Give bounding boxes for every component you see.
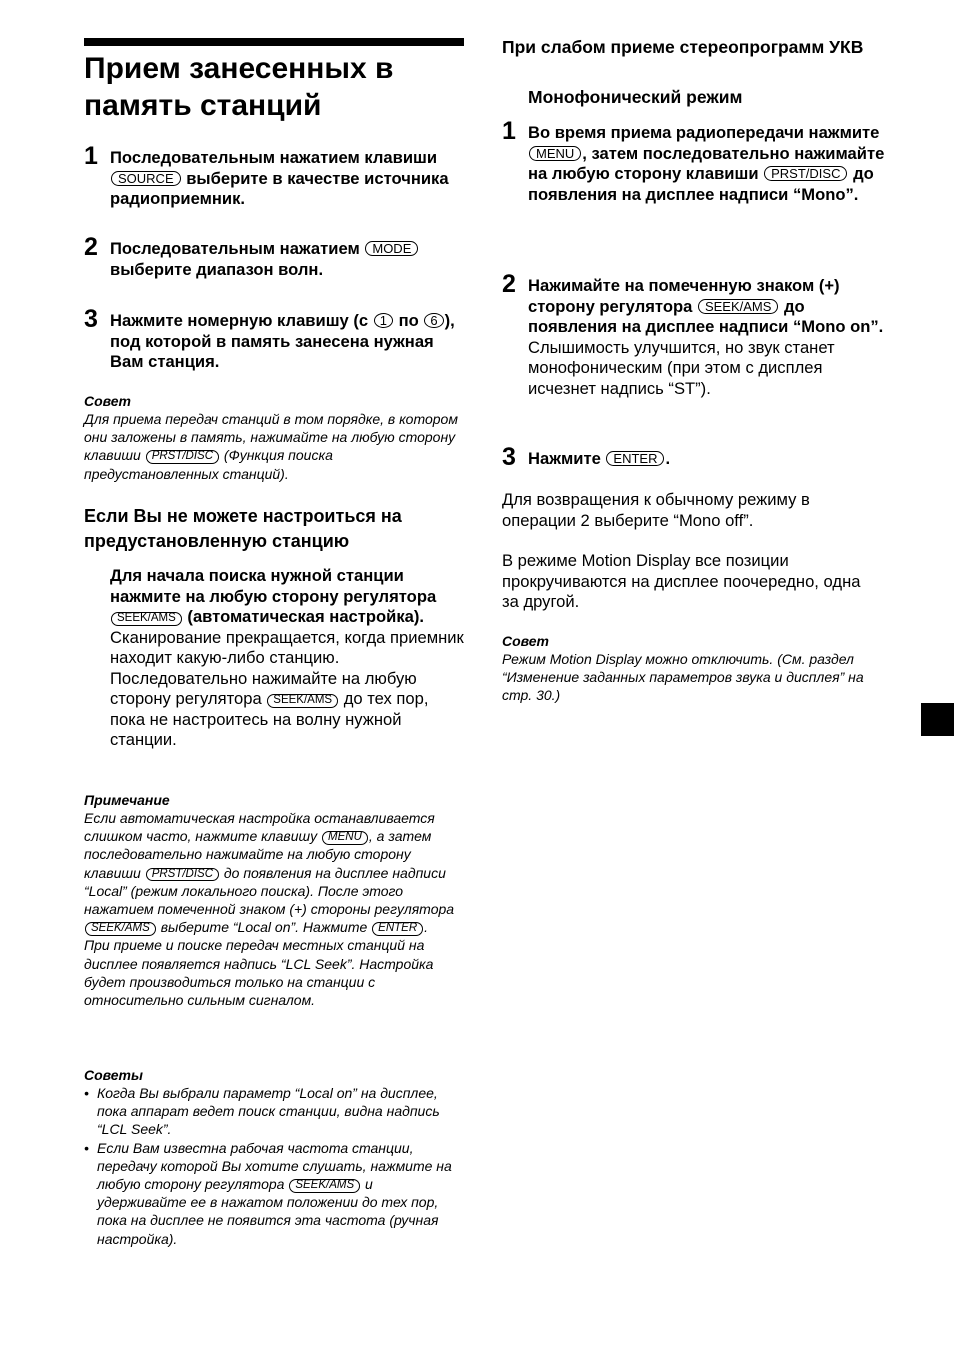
tip-text: Для приема передач станций в том порядке, в котором они заложены в память, нажимайте на любую сторону клавиши PRST/DISC (Функция поиска предустановленных станций). bbox=[84, 411, 458, 482]
note-block bbox=[84, 791, 464, 1009]
tip-text: Режим Motion Display можно отключить. (См. раздел “Изменение заданных параметров звука и дисплея” на стр. 30.) bbox=[502, 651, 864, 704]
mono-off-paragraph: Для возвращения к обычному режиму в операции 2 выберите “Mono off”. bbox=[502, 490, 810, 530]
number-key-6: 6 bbox=[424, 313, 443, 328]
step-text: Последовательным нажатием MODE выберите диапазон волн. bbox=[110, 239, 464, 280]
step-number: 1 bbox=[502, 117, 516, 145]
step-text: Нажмите ENTER . bbox=[528, 449, 671, 468]
step-number: 2 bbox=[502, 270, 516, 298]
tip-heading: Совет bbox=[84, 393, 132, 409]
number-key-1: 1 bbox=[374, 313, 393, 328]
section-description: Сканирование прекращается, когда приемник находит какую-либо станцию. Последовательно нажимайте на любую сторону регулятора SEEK/AMS до тех пор, пока не настроитесь на волну нужной станции. bbox=[110, 627, 464, 749]
right-heading: При слабом приеме стереопрограмм УКВ bbox=[502, 37, 864, 57]
seek-ams-key: SEEK/AMS bbox=[289, 1179, 360, 1193]
mode-key: MODE bbox=[365, 241, 418, 256]
note-text-2: При приеме и поиске передач местных станций на дисплее появляется надпись “LCL Seek”. Настройка будет производиться только на станции с относительно сильным сигналом. bbox=[84, 937, 434, 1009]
prst-disc-key: PRST/DISC bbox=[146, 450, 219, 464]
section-body bbox=[110, 566, 464, 751]
section-heading: Если Вы не можете настроиться на предустановленную станцию bbox=[84, 506, 402, 551]
seek-ams-key: SEEK/AMS bbox=[85, 922, 156, 936]
section-tab-marker bbox=[921, 703, 954, 736]
step-text: Во время приема радиопередачи нажмите MENU , затем последовательно нажимайте на любую сторону клавиши PRST/DISC до появления на дисплее надписи “Mono”. bbox=[528, 123, 885, 204]
step-number: 3 bbox=[84, 305, 98, 333]
right-tip-block bbox=[502, 632, 892, 705]
motion-display-paragraph: В режиме Motion Display все позиции прокручиваются на дисплее поочередно, одна за другой. bbox=[502, 551, 861, 611]
note-text: Если автоматическая настройка останавливается слишком часто, нажмите клавишу MENU , а затем последовательно нажимайте на любую сторону клавиши PRST/DISC до появления на дисплее надписи “Local” (режим локального поиска). После этого нажатием помеченной знаком (+) стороны регулятора SEEK/AMS выберите “Local on”. Нажмите ENTER . bbox=[84, 810, 455, 936]
enter-key: ENTER bbox=[606, 451, 664, 466]
list-item: • Если Вам известна рабочая частота станции, передачу которой Вы хотите слушать, нажмите на любую сторону регулятора SEEK/AMS и удерживайте ее в нажатом положении до тех пор, пока на дисплее не появится эта частота (ручная настройка). bbox=[84, 1139, 464, 1248]
title-rule bbox=[84, 38, 464, 46]
step-number: 1 bbox=[84, 142, 98, 170]
tips-heading: Советы bbox=[84, 1067, 143, 1083]
menu-key: MENU bbox=[322, 831, 368, 845]
source-key: SOURCE bbox=[111, 171, 181, 186]
tips-block bbox=[84, 1066, 464, 1248]
prst-disc-key: PRST/DISC bbox=[764, 166, 847, 181]
tips-list bbox=[84, 1084, 464, 1248]
step-number: 2 bbox=[84, 233, 98, 261]
seek-ams-key: SEEK/AMS bbox=[267, 694, 338, 708]
step-text: Последовательным нажатием клавиши SOURCE выберите в качестве источника радиоприемник. bbox=[110, 148, 449, 208]
tip-heading: Совет bbox=[502, 633, 550, 649]
tip-block bbox=[84, 392, 464, 483]
enter-key: ENTER bbox=[372, 922, 423, 936]
list-item: • Когда Вы выбрали параметр “Local on” на дисплее, пока аппарат ведет поиск станции, видна надпись “LCL Seek”. bbox=[84, 1084, 464, 1139]
page-title: Прием занесенных в память станций bbox=[84, 52, 394, 122]
prst-disc-key: PRST/DISC bbox=[146, 868, 219, 882]
seek-ams-key: SEEK/AMS bbox=[111, 612, 182, 626]
step-text: Нажимайте на помеченную знаком (+) сторону регулятора SEEK/AMS до появления на дисплее надписи “Mono on”. Слышимость улучшится, но звук станет монофоническим (при этом с дисплея исчезнет надпись “ST”). bbox=[528, 276, 884, 398]
section-instruction: Для начала поиска нужной станции нажмите на любую сторону регулятора SEEK/AMS (автоматическая настройка). bbox=[110, 566, 437, 626]
step-text: Нажмите номерную клавишу (с 1 по 6 ), под которой в память занесена нужная Вам станция. bbox=[110, 311, 455, 371]
menu-key: MENU bbox=[529, 146, 581, 161]
right-subheading: Монофонический режим bbox=[528, 87, 743, 107]
note-heading: Примечание bbox=[84, 792, 170, 808]
seek-ams-key: SEEK/AMS bbox=[698, 299, 778, 314]
step-number: 3 bbox=[502, 443, 516, 471]
